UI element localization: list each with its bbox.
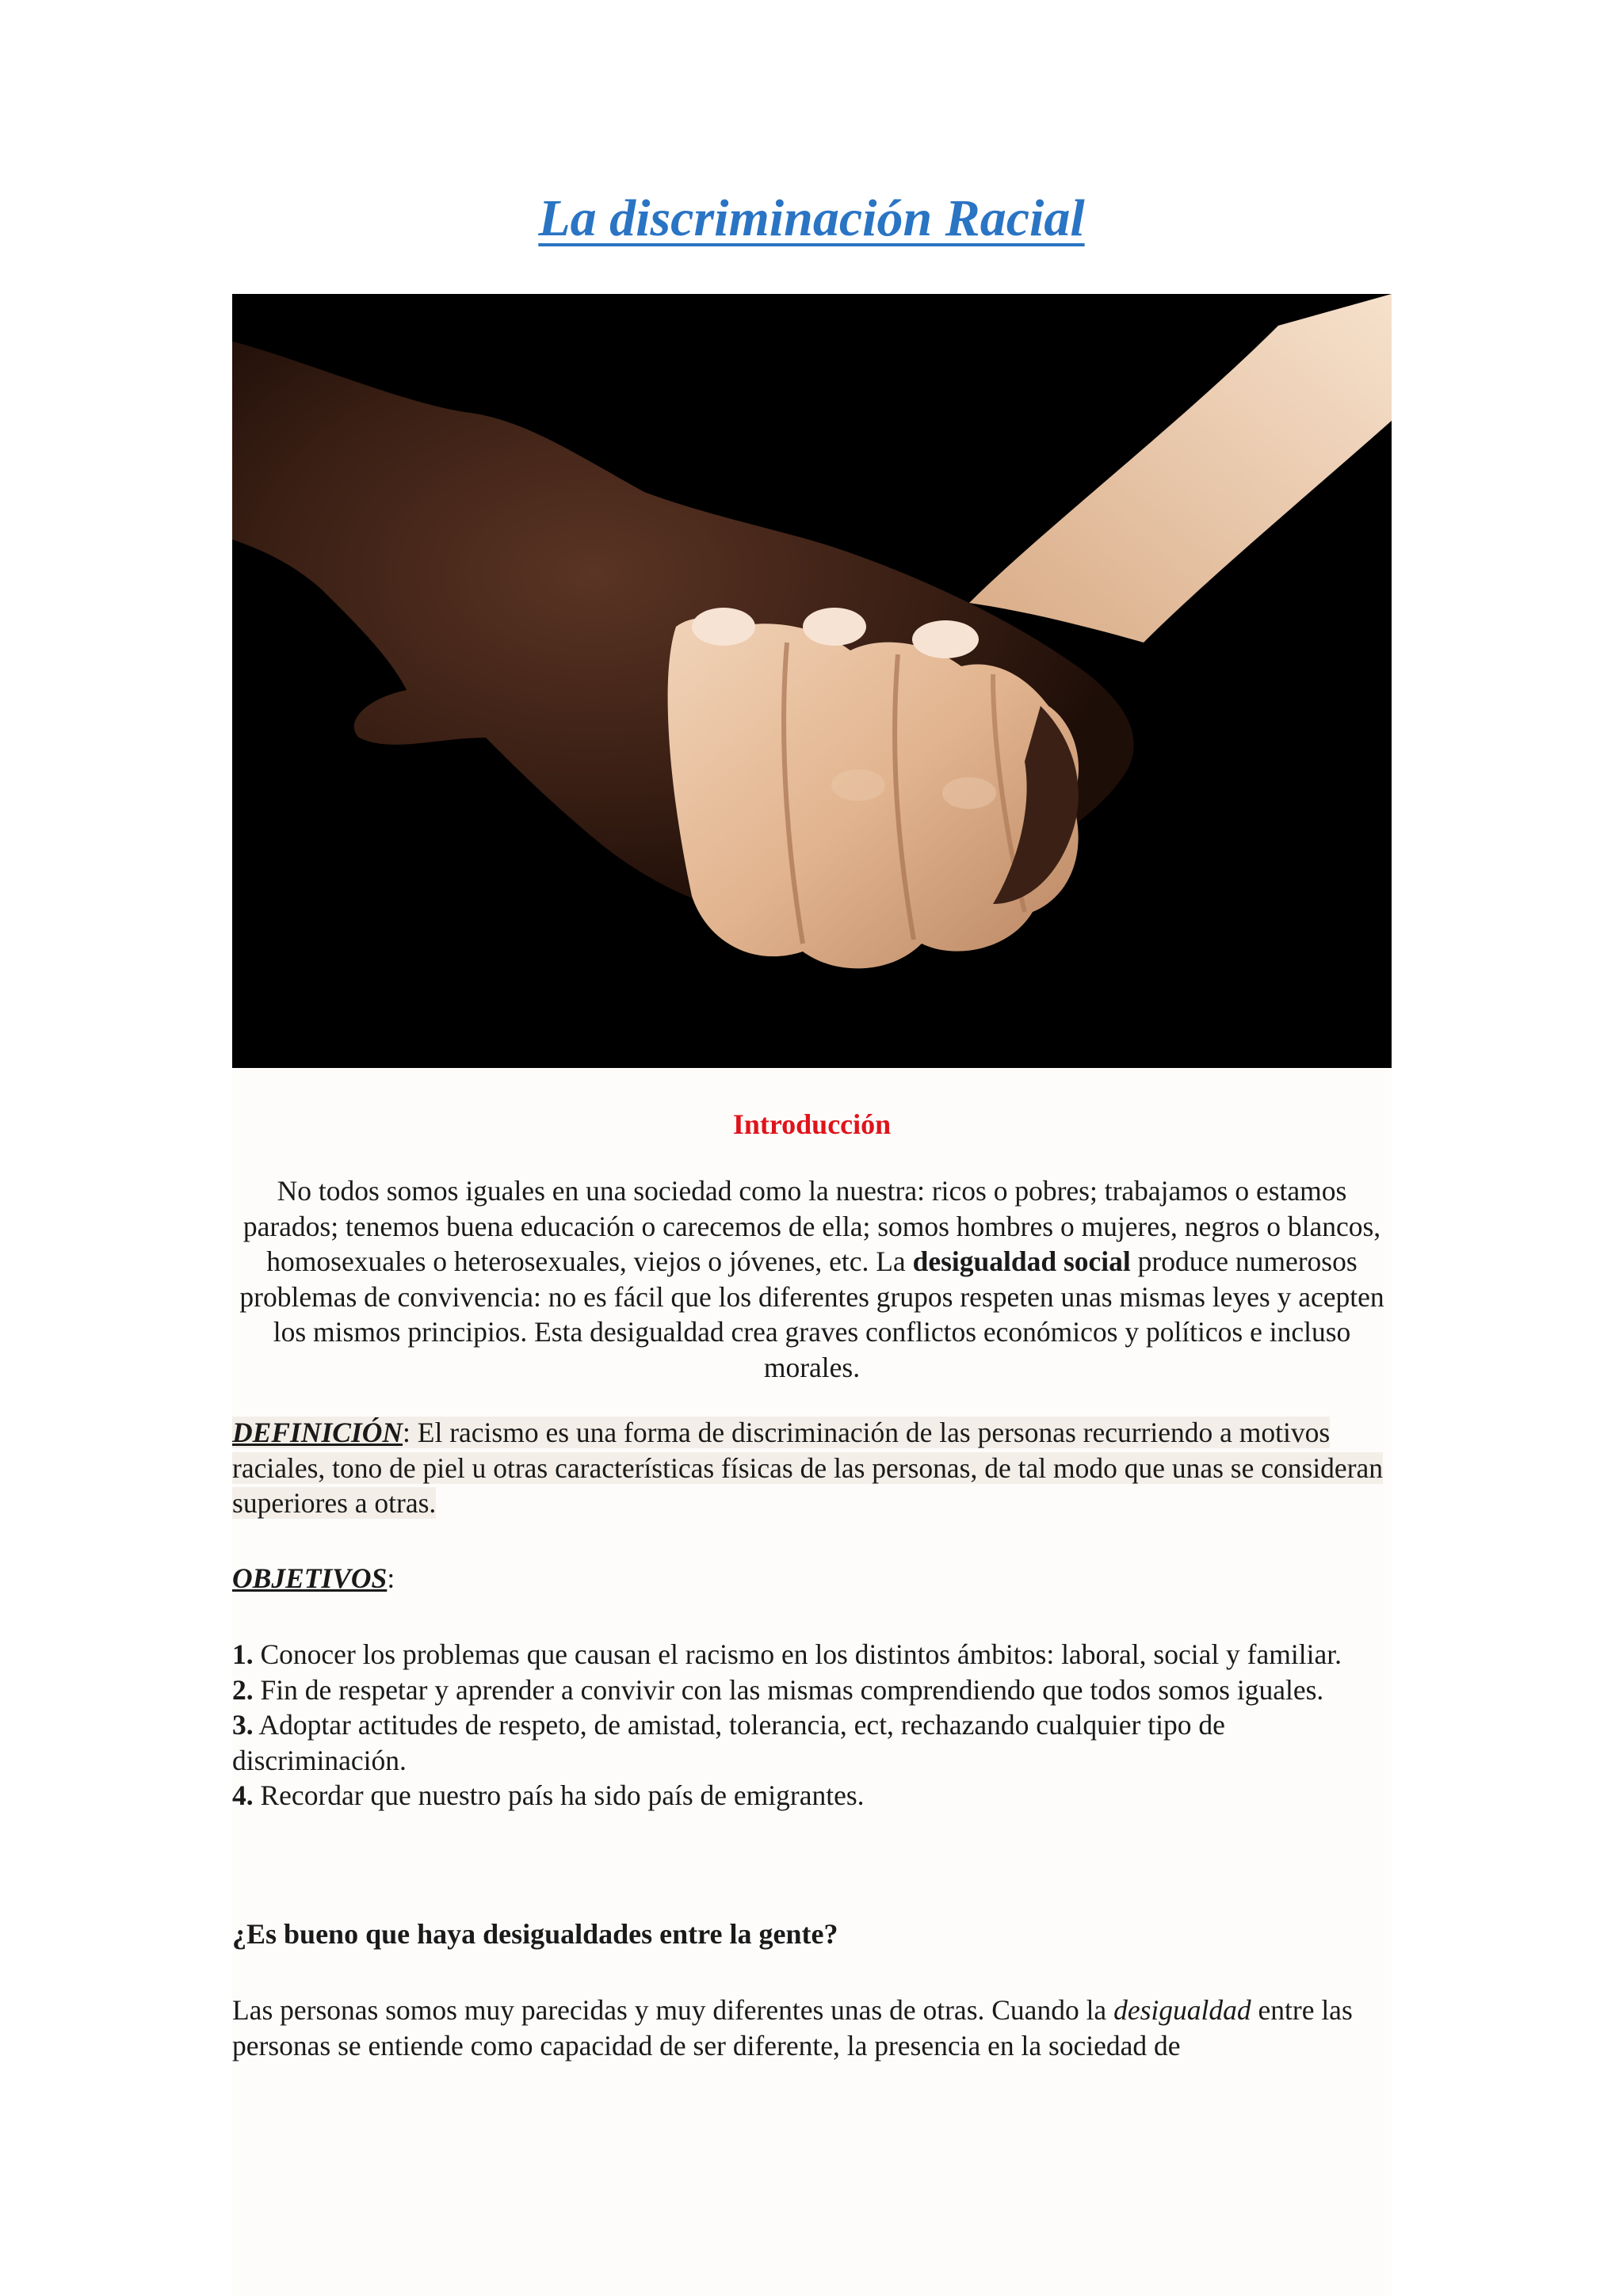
page-title: La discriminación Racial bbox=[538, 189, 1085, 247]
objectives-label: OBJETIVOS bbox=[232, 1562, 388, 1594]
list-item bbox=[232, 1672, 1392, 1708]
intro-text-start: No todos somos iguales en una sociedad como la nuestra: ricos o pobres; trabajamos o estamos parados; tenemos buena educación o carecemos de ella; somos hombres o mujeres, negros o blancos, homosexuales o heterosexuales, viejos o jóvenes, etc. La bbox=[242, 1175, 1381, 1277]
list-item bbox=[232, 1637, 1392, 1672]
closing-text-end: entre las personas se entiende como capacidad de ser diferente, la presencia en la sociedad de bbox=[232, 1994, 1353, 2061]
intro-paragraph bbox=[232, 1173, 1392, 1385]
closing-paragraph bbox=[232, 1993, 1392, 2063]
hands-holding-icon bbox=[232, 294, 1392, 1068]
list-item-text: Fin de respetar y aprender a convivir con las mismas comprendiendo que todos somos iguales. bbox=[253, 1673, 1324, 1706]
closing-text-start: Las personas somos muy parecidas y muy diferentes unas de otras. Cuando la bbox=[232, 1994, 1114, 2026]
list-item-number: 4. bbox=[232, 1779, 254, 1811]
definition-text: : El racismo es una forma de discriminación de las personas recurriendo a motivos raciales, tono de piel u otras características físicas de las personas, de tal modo que unas se consideran superiores a otras. bbox=[232, 1417, 1384, 1519]
intro-text-bold: desigualdad social bbox=[912, 1245, 1131, 1277]
document-body bbox=[232, 1068, 1392, 2296]
hands-holding-photo bbox=[232, 294, 1392, 1068]
list-item-text: Recordar que nuestro país ha sido país de emigrantes. bbox=[253, 1779, 865, 1811]
question-heading: ¿Es bueno que haya desigualdades entre la gente? bbox=[232, 1918, 838, 1950]
closing-text-italic: desigualdad bbox=[1113, 1994, 1251, 2026]
list-item-number: 2. bbox=[232, 1673, 254, 1706]
list-item-text: Adoptar actitudes de respeto, de amistad, tolerancia, ect, rechazando cualquier tipo de discriminación. bbox=[232, 1709, 1225, 1776]
list-item-text: Conocer los problemas que causan el racismo en los distintos ámbitos: laboral, social y familiar. bbox=[253, 1638, 1342, 1670]
definition-label: DEFINICIÓN bbox=[232, 1417, 403, 1448]
list-item-number: 3. bbox=[232, 1709, 254, 1741]
list-item bbox=[232, 1778, 1392, 1814]
intro-text-end: produce numerosos problemas de convivencia: no es fácil que los diferentes grupos respeten unas mismas leyes y acepten los mismos principios. Esta desigualdad crea graves conflictos económicos y políticos e incluso morales. bbox=[239, 1245, 1384, 1383]
objectives-list bbox=[232, 1637, 1392, 1814]
list-item bbox=[232, 1707, 1392, 1778]
list-item-number: 1. bbox=[232, 1638, 254, 1670]
objectives-heading bbox=[232, 1561, 395, 1596]
definition-paragraph bbox=[232, 1415, 1392, 1521]
objectives-suffix: : bbox=[387, 1562, 395, 1594]
intro-heading: Introducción bbox=[732, 1108, 892, 1140]
